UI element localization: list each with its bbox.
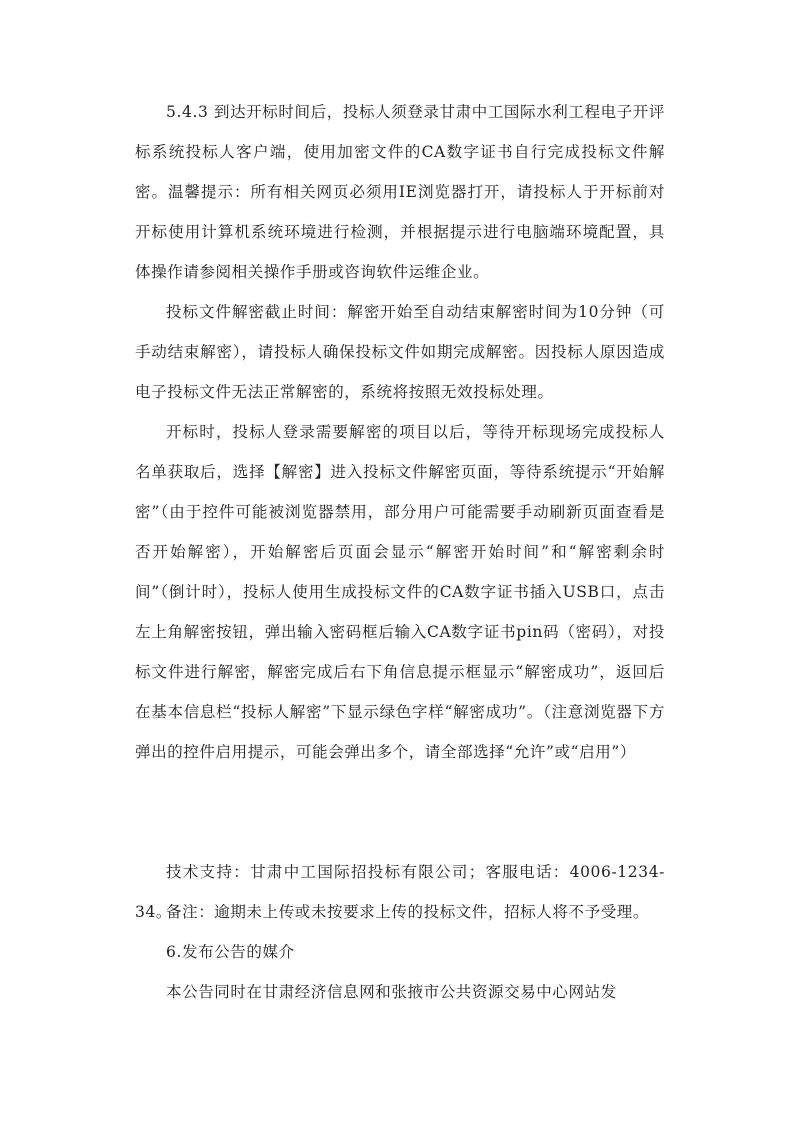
paragraph-decryption-deadline: 投标文件解密截止时间：解密开始至自动结束解密时间为10分钟（可手动结束解密），请投标人确保投标文件如期完成解密。因投标人原因造成电子投标文件无法正常解密的，系统将按照无效投标处理。 — [135, 303, 665, 401]
paragraph-publication-media: 本公告同时在甘肃经济信息网和张掖市公共资源交易中心网站发 — [166, 983, 617, 1001]
paragraph-opening-steps: 开标时，投标人登录需要解密的项目以后，等待开标现场完成投标人名单获取后，选择【解密】进入投标文件解密页面，等待系统提示“开始解密”（由于控件可能被浏览器禁用，部分用户可能需要手动刷新页面查看是否开始解密），开始解密后页面会显示“解密开始时间”和“解密剩余时间”（倒计时），投标人使用生成投标文件的CA数字证书插入USB口，点击左上角解密按钮，弹出输入密码框后输入CA数字证书pin码（密码），对投标文件进行解密，解密完成后右下角信息提示框显示“解密成功”，返回后在基本信息栏“投标人解密”下显示绿色字样“解密成功”。（注意浏览器下方弹出的控件启用提示，可能会弹出多个，请全部选择“允许”或“启用”） — [135, 423, 665, 761]
section-heading-media: 6.发布公告的媒介 — [166, 943, 295, 961]
paragraph-technical-support: 技术支持：甘肃中工国际招投标有限公司；客服电话：4006-1234-34。 — [135, 863, 665, 921]
paragraph-remark: 备注：逾期未上传或未按要求上传的投标文件，招标人将不予受理。 — [166, 903, 650, 921]
paragraph-decryption-procedure: 5.4.3 到达开标时间后，投标人须登录甘肃中工国际水利工程电子开评标系统投标人客户端，使用加密文件的CA数字证书自行完成投标文件解密。温馨提示：所有相关网页必须用IE浏览器打开，请投标人于开标前对开标使用计算机系统环境进行检测，并根据提示进行电脑端环境配置，具体操作请参阅相关操作手册或咨询软件运维企业。 — [135, 103, 665, 281]
